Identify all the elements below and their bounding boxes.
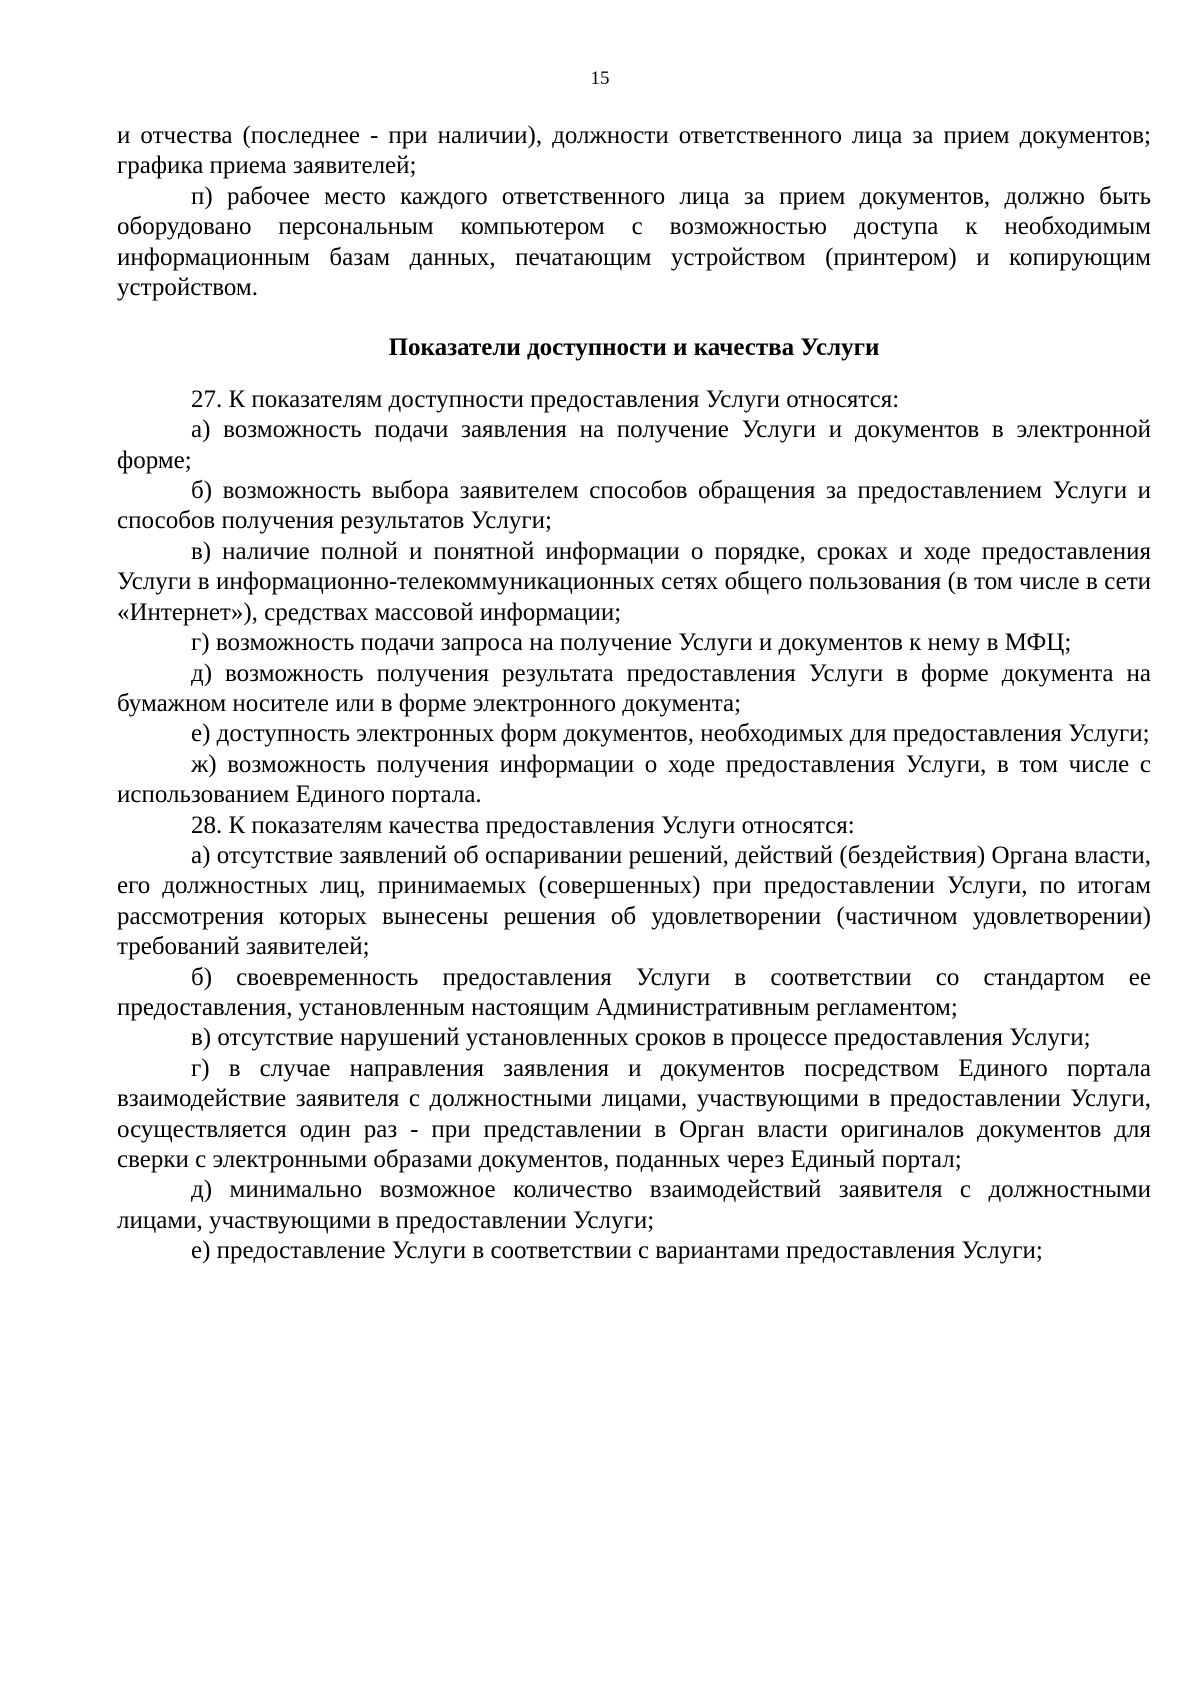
paragraph: д) возможность получения результата предоставления Услуги в форме документа на бумажном носителе или в форме электронного документа; (117, 659, 1151, 717)
paragraph: ж) возможность получения информации о ходе предоставления Услуги, в том числе с использованием Единого портала. (117, 750, 1151, 809)
paragraph: г) возможность подачи запроса на получение Услуги и документов к нему в МФЦ; (191, 629, 1072, 657)
paragraph: п) рабочее место каждого ответственного лица за прием документов, должно быть оборудовано персональным компьютером с возможностью доступа к необходимым информационным базам данных, печатающим устройством (принтером) и копирующим устройством. (117, 182, 1151, 302)
section-heading: Показатели доступности и качества Услуги (388, 334, 880, 362)
paragraph: г) в случае направления заявления и документов посредством Единого портала взаимодействие заявителя с должностными лицами, участвующими в предоставлении Услуги, осуществляется один раз - при представлении в Орган власти оригиналов документов для сверки с электронными образами документов, поданных через Единый портал; (117, 1054, 1151, 1173)
paragraph: д) минимально возможное количество взаимодействий заявителя с должностными лицами, участвующими в предоставлении Услуги; (117, 1176, 1151, 1234)
paragraph: 27. К показателям доступности предоставления Услуги относятся: (191, 385, 900, 413)
paragraph: в) отсутствие нарушений установленных сроков в процессе предоставления Услуги; (191, 1024, 1091, 1052)
paragraph: е) предоставление Услуги в соответствии с вариантами предоставления Услуги; (191, 1237, 1043, 1265)
document-body (117, 121, 1151, 1267)
paragraph: е) доступность электронных форм документов, необходимых для предоставления Услуги; (191, 720, 1150, 748)
paragraph: и отчества (последнее - при наличии), должности ответственного лица за прием документов; графика приема заявителей; (117, 122, 1151, 180)
paragraph: в) наличие полной и понятной информации о порядке, сроках и ходе предоставления Услуги в информационно-телекоммуникационных сетях общего пользования (в том числе в сети «Интернет»), средствах массовой информации; (117, 537, 1151, 626)
paragraph: б) возможность выбора заявителем способов обращения за предоставлением Услуги и способов получения результатов Услуги; (117, 477, 1151, 535)
paragraph: а) отсутствие заявлений об оспаривании решений, действий (бездействия) Органа власти, его должностных лиц, принимаемых (совершенных) при предоставлении Услуги, по итогам рассмотрения которых вынесены решения об удовлетворении (частичном удовлетворении) требований заявителей; (117, 841, 1151, 961)
paragraph: 28. К показателям качества предоставления Услуги относятся: (191, 811, 855, 839)
paragraph: б) своевременность предоставления Услуги в соответствии со стандартом ее предоставления, установленным настоящим Административным регламентом; (117, 963, 1151, 1021)
paragraph: а) возможность подачи заявления на получение Услуги и документов в электронной форме; (117, 416, 1151, 474)
page-number: 15 (590, 68, 610, 89)
